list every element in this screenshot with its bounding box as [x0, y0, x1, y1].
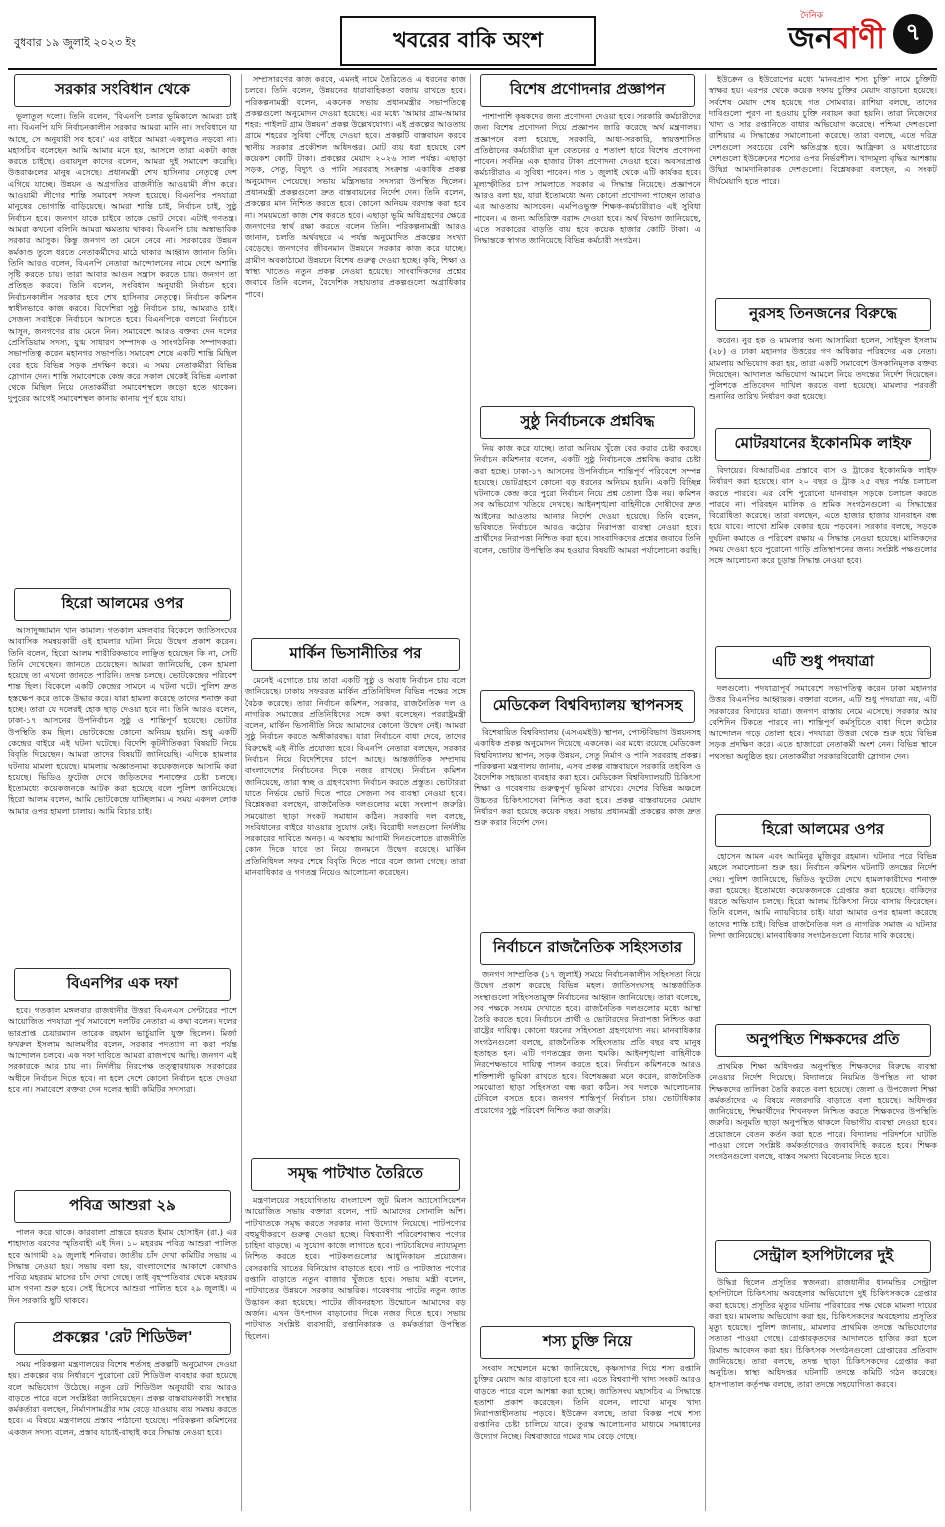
article-a20: [709, 1240, 937, 1507]
newspaper-logo: [788, 14, 885, 65]
article-body: দলগুলো। পদযাত্রাপূর্ব সমাবেশে সভাপতিত্ব করেন ঢাকা মহানগর উত্তর বিএনপির আহ্বায়ক। বক্তারা বলেন, এটি শুধু পদযাত্রা নয়, এটি সরকারের বিদায়ের যাত্রা। জনগণ রাস্তায় নেমে এসেছে। সরকার আর বেশিদিন টিকতে পারবে না। শান্তিপূর্ণ কর্মসূচিতে বাধা দিলে কঠোর আন্দোলন গড়ে তোলা হবে। পদযাত্রা উত্তরা থেকে শুরু হয়ে বিভিন্ন সড়ক প্রদক্ষিণ করে। এতে হাজারো নেতাকর্মী অংশ নেন। বিভিন্ন স্থানে পথসভা অনুষ্ঠিত হয়। নেতাকর্মীরা সরকারবিরোধী স্লোগান দেন।: [709, 683, 937, 761]
article-body: আসাদুজ্জামান খান কামাল। গতকাল মঙ্গলবার বিকেলে জাতিসংঘের আবাসিক সমন্বয়কারী ওই হামলার ঘটনা নিয়ে উদ্বেগ প্রকাশ করেন। তিনি বলেন, হিরো আলম শারীরিকভাবে লাঞ্ছিত হয়েছেন কি না, সেটি তিনি দেখেছেন। জানতে চেয়েছেন। আমরা জানিয়েছি, কেন হামলা হয়েছে তা এখনো জানতে পারিনি। তদন্ত চলছে। ভোটকেন্দ্রের পরিবেশ শান্ত ছিল। বিকেলে একটি কেন্দ্রের সামনে এ ঘটনা ঘটে। পুলিশ দ্রুত হস্তক্ষেপ করে তাকে উদ্ধার করে। যারা হামলা করেছে তাদের শনাক্ত করা হচ্ছে। তারা যে দলেরই হোক ছাড় দেওয়া হবে না। তিনি আরও বলেন, ঢাকা-১৭ আসনের উপনির্বাচন সুষ্ঠু ও শান্তিপূর্ণ হয়েছে। ভোটার উপস্থিতি কম ছিল। ভোটকেন্দ্রে কোনো অনিয়ম হয়নি। শুধু একটি কেন্দ্রের বাইরে এই ঘটনা ঘটেছে। বিদেশি কূটনীতিকরা বিষয়টি নিয়ে বিবৃতি দিয়েছেন। আমরা তাদের বিষয়টি জানিয়েছি। এদিকে হামলার ঘটনায় মামলা হয়েছে। মামলায় অজ্ঞাতনামা কয়েকজনকে আসামি করা হয়েছে। ভিডিও ফুটেজ দেখে জড়িতদের শনাক্তের চেষ্টা চলছে। ইতোমধ্যে কয়েকজনকে আটক করা হয়েছে বলে পুলিশ জানিয়েছে। হিরো আলম বলেন, আমি ভোটকেন্দ্রে যাচ্ছিলাম। এ সময় একদল লোক আমার ওপর হামলা চালায়। আমি বিচার চাই।: [8, 625, 237, 816]
article-headline: সরকার সংবিধান থেকে: [14, 74, 231, 107]
article-headline: শস্য চুক্তি নিয়ে: [480, 1326, 695, 1359]
article-a5: [8, 1322, 237, 1507]
article-headline: অনুপস্থিত শিক্ষকদের প্রতি: [715, 1024, 931, 1057]
article-a12: [474, 932, 701, 1324]
article-headline: এটি শুধু পদযাত্রা: [715, 646, 931, 679]
column-divider: [470, 74, 471, 1511]
article-a8: [245, 1158, 466, 1507]
article-a4: [8, 1190, 237, 1320]
article-a9: [474, 74, 701, 404]
column-2: [245, 74, 466, 1511]
article-body: উদ্ধিগ্ন ছিলেন প্রসূতির স্বজনরা। রাজধানীর ধানমন্ডির সেন্ট্রাল হসপিটালে চিকিৎসায় অবহেলার অভিযোগে দুই চিকিৎসককে গ্রেপ্তার করা হয়েছে। প্রসূতির মৃত্যুর ঘটনায় পরিবারের পক্ষ থেকে মামলা দায়ের করা হয়। মামলায় অভিযোগ করা হয়, চিকিৎসকদের অবহেলায় প্রসূতির মৃত্যু হয়েছে। পুলিশ জানায়, মামলার প্রাথমিক তদন্তে অভিযোগের সত্যতা পাওয়া গেছে। গ্রেপ্তারকৃতদের আদালতে হাজির করা হলে রিমান্ড আবেদন করা হয়। চিকিৎসক সংগঠনগুলো গ্রেপ্তারের প্রতিবাদ জানিয়েছে। তারা বলছে, তদন্ত ছাড়া চিকিৎসকদের গ্রেপ্তার করা অনুচিত। স্বাস্থ্য অধিদপ্তর ঘটনাটি তদন্তে কমিটি গঠন করেছে। হাসপাতাল কর্তৃপক্ষ বলছে, তারা তদন্তে সহযোগিতা করবে।: [709, 1277, 937, 1389]
article-a18: [709, 814, 937, 1022]
article-headline: নির্বাচনে রাজনৈতিক সহিংসতার: [480, 932, 695, 965]
article-a7: [245, 638, 466, 1156]
article-headline: হিরো আলমের ওপর: [715, 814, 931, 847]
article-body: পাশাপাশি কৃষকদের জন্য প্রণোদনা দেওয়া হবে। সরকারি কর্মচারীদের জন্য বিশেষ প্রণোদনা দিয়ে প্রজ্ঞাপন জারি করেছে অর্থ মন্ত্রণালয়। প্রজ্ঞাপনে বলা হয়েছে, সরকারি, আধা-সরকারি, স্বায়ত্তশাসিত প্রতিষ্ঠানের কর্মচারীরা মূল বেতনের ৫ শতাংশ হারে বিশেষ প্রণোদনা পাবেন। সর্বনিম্ন এক হাজার টাকা প্রণোদনা দেওয়া হবে। অবসরপ্রাপ্ত কর্মচারীরাও এ সুবিধা পাবেন। গত ১ জুলাই থেকে এটি কার্যকর হবে। মূল্যস্ফীতির চাপ সামলাতে সরকার এ সিদ্ধান্ত নিয়েছে। প্রজ্ঞাপনে আরও বলা হয়, যারা ইতোমধ্যে অন্য কোনো প্রণোদনা পাচ্ছেন তারাও এর আওতায় আসবেন। এমপিওভুক্ত শিক্ষক-কর্মচারীরাও এই সুবিধা পাবেন। এ জন্য অতিরিক্ত বরাদ্দ দেওয়া হবে। অর্থ বিভাগ জানিয়েছে, এতে সরকারের বাড়তি ব্যয় হবে কয়েক হাজার কোটি টাকা। এ সিদ্ধান্তকে স্বাগত জানিয়েছে বিভিন্ন কর্মচারী সংগঠন।: [474, 111, 701, 246]
article-a15: [709, 298, 937, 426]
article-a3: [8, 968, 237, 1188]
article-a16: [709, 428, 937, 644]
brand-part1: জন: [788, 21, 833, 56]
masthead: [0, 0, 945, 70]
article-body: ইউক্রেন ও ইউরোপের মধ্যে 'মানবপ্রাণ শস্য চুক্তি' নামে চুক্তিটি স্বাক্ষর হয়। এরপর থেকে কয়েক দফায় চুক্তির মেয়াদ বাড়ানো হয়েছে। সর্বশেষ মেয়াদ শেষ হয়েছে গত সোমবার। রাশিয়া বলছে, তাদের দাবিগুলো পূরণ না হওয়ায় চুক্তি নবায়ন করা হয়নি। তারা নিজেদের খাদ্য ও সার রপ্তানিতে বাধার অভিযোগ করেছে। পশ্চিমা দেশগুলো রাশিয়ার এ সিদ্ধান্তের সমালোচনা করেছে। তারা বলছে, এতে দরিদ্র দেশগুলো সবচেয়ে বেশি ক্ষতিগ্রস্ত হবে। আফ্রিকা ও মধ্যপ্রাচ্যের দেশগুলো ইউক্রেনের শস্যের ওপর নির্ভরশীল। খাদ্যমূল্য বৃদ্ধির আশঙ্কায় উদ্বিগ্ন আমদানিকারক দেশগুলো। বিশ্লেষকরা বলছেন, এ সংকট দীর্ঘমেয়াদি হতে পারে।: [709, 74, 937, 186]
column-3: [474, 74, 701, 1511]
article-headline: প্রকল্পের 'রেট শিডিউল': [14, 1322, 231, 1355]
article-headline: মেডিকেল বিশ্ববিদ্যালয় স্থাপনসহ: [480, 690, 695, 723]
article-a17: [709, 646, 937, 812]
article-body: সংবাদ সম্মেলনে মস্কো জানিয়েছে, কৃষ্ণসাগর দিয়ে শস্য রপ্তানি চুক্তির মেয়াদ আর বাড়ানো হবে না। এতে বিশ্বব্যাপী খাদ্য সংকট আরও বাড়তে পারে বলে আশঙ্কা করা হচ্ছে। জাতিসংঘ মহাসচিব এ সিদ্ধান্তে হতাশা প্রকাশ করেছেন। তিনি বলেন, লাখো মানুষ খাদ্য নিরাপত্তাহীনতায় পড়বে। ইউক্রেন বলছে, তারা বিকল্প পথে শস্য রপ্তানির চেষ্টা চালিয়ে যাবে। তুরস্ক আলোচনার মাধ্যমে সমাধানের উদ্যোগ নিচ্ছে। বিশ্ববাজারে গমের দাম বেড়ে গেছে।: [474, 1363, 701, 1441]
article-body: হোসেন আমন এবং আমিনুর মুজিবুর রহমান। ঘটনার পরে বিভিন্ন মহলে সমালোচনা শুরু হয়। নির্বাচন কমিশন ঘটনাটি তদন্তের নির্দেশ দেয়। পুলিশ জানিয়েছে, ভিডিও ফুটেজ দেখে হামলাকারীদের শনাক্ত করা হয়েছে। ইতোমধ্যে কয়েকজনকে গ্রেপ্তার করা হয়েছে। বাকিদের ধরতে অভিযান চলছে। হিরো আলম চিকিৎসা নিয়ে বাসায় ফিরেছেন। তিনি বলেন, আমি ন্যায়বিচার চাই। যারা আমার ওপর হামলা করেছে তাদের শাস্তি চাই। বিভিন্ন রাজনৈতিক দল ও নাগরিক সমাজ এ ঘটনার নিন্দা জানিয়েছে। মানবাধিকার সংগঠনগুলো বিচার দাবি করেছে।: [709, 851, 937, 941]
article-body: করেন। নুর হক ও মামলার অন্য আসামিরা হলেন, সাইফুল ইসলাম (২৮) ও ঢাকা মহানগর উত্তরের গণ অধিকার পরিষদের এক নেতা। মামলায় অভিযোগ করা হয়, তারা একটি সমাবেশে উসকানিমূলক বক্তব্য দিয়েছেন। আদালত অভিযোগ আমলে নিয়ে তদন্তের নির্দেশ দিয়েছেন। পুলিশকে প্রতিবেদন দাখিল করতে বলা হয়েছে। মামলার পরবর্তী শুনানির তারিখ নির্ধারণ করা হয়েছে।: [709, 335, 937, 402]
page-number: ৭: [893, 14, 933, 54]
article-body: মন্ত্রণালয়ের সহযোগিতায় বাংলাদেশ জুট মিলস অ্যাসোসিয়েশন আয়োজিত সভায় বক্তারা বলেন, পাট আমাদের সোনালি আঁশ। পাটখাতকে সমৃদ্ধ করতে সরকার নানা উদ্যোগ নিয়েছে। পাটপণ্যের বহুমুখীকরণে গুরুত্ব দেওয়া হচ্ছে। বিশ্বব্যাপী পরিবেশবান্ধব পণ্যের চাহিদা বাড়ছে। এ সুযোগ কাজে লাগাতে হবে। পাটচাষিদের ন্যায্যমূল্য নিশ্চিত করতে হবে। পাটকলগুলোর আধুনিকায়ন প্রয়োজন। বেসরকারি খাতের বিনিয়োগ বাড়াতে হবে। পাট ও পাটজাত পণ্যের রপ্তানি বাড়াতে নতুন বাজার খুঁজতে হবে। সভায় মন্ত্রী বলেন, পাটখাতের উন্নয়নে সরকার আন্তরিক। গবেষণায় পাটের নতুন জাত উদ্ভাবন করা হয়েছে। পাটের জীবনরহস্য উন্মোচন আমাদের বড় অর্জন। এখন উৎপাদন বাড়ানোর দিকে নজর দিতে হবে। সভায় পাটখাত সংশ্লিষ্ট ব্যবসায়ী, রপ্তানিকারক ও কর্মকর্তারা উপস্থিত ছিলেন।: [245, 1195, 466, 1341]
column-divider: [241, 74, 242, 1511]
article-headline: বিএনপির এক দফা: [14, 968, 231, 1001]
article-body: পালন করে থাকে। কারবালা প্রান্তরে হযরত ইমাম হোসাইন (রা.) এর শাহাদাত বরণের স্মৃতিবাহী এই দিন। ১০ মহররম পবিত্র আশুরা পালিত হবে আগামী ২৯ জুলাই শনিবার। জাতীয় চাঁদ দেখা কমিটির সভায় এ সিদ্ধান্ত নেওয়া হয়। সভায় বলা হয়, বাংলাদেশের আকাশে কোথাও পবিত্র মহররম মাসের চাঁদ দেখা গেছে। তাই বৃহস্পতিবার থেকে মহররম মাস গণনা শুরু হবে। সেই হিসেবে আশুরা পালিত হবে ২৯ জুলাই। এ দিন সরকারি ছুটি থাকবে।: [8, 1227, 237, 1305]
masthead-rule: [8, 68, 937, 70]
article-body: হবে। গতকাল মঙ্গলবার রাজধানীর উত্তরা বিএনএস সেন্টারের পাশে আয়োজিত পদযাত্রা পূর্ব সমাবেশে দলটির নেতারা এ কথা বলেন। দলের ভারপ্রাপ্ত চেয়ারম্যান তারেক রহমান ভার্চুয়ালি যুক্ত ছিলেন। মির্জা ফখরুল ইসলাম আলমগীর বলেন, সরকার পদত্যাগ না করা পর্যন্ত আন্দোলন চলবে। এক দফা দাবিতে আমরা রাজপথে আছি। জনগণ এই সরকারকে আর চায় না। নির্দলীয় নিরপেক্ষ তত্ত্বাবধায়ক সরকারের অধীনে নির্বাচন দিতে হবে। না হলে দেশে কোনো নির্বাচন হতে দেওয়া হবে না। সমাবেশে বক্তব্য দেন দলের স্থায়ী কমিটির সদস্যরা।: [8, 1005, 237, 1095]
column-divider: [705, 74, 706, 1511]
article-body: ভূলাতুল দলো। তিনি বলেন, 'বিএনপি চলার ভূমিকালে আমরা চাই না। বিএনপি যদি নির্বাচনকালীন সরকার আমরা মানি না। সংবিধানে যা আছে, সে অনুযায়ী সব হবে।' এর বাইরে আমরা একচুলও নড়বো না। মহাসচিব বলেছেন আমি আমার মনে হয়, আসলে তারা একটা কাজ করতে চাইছে। ওবায়দুল কাদের বলেন, আমরা দুই সমাবেশ করেছি। উত্তরাঞ্চলের মানুষ এসেছে। প্রধানমন্ত্রী শেখ হাসিনার নেতৃত্বে দেশ এগিয়ে যাচ্ছে। উন্নয়ন ও অগ্রগতির রাজনীতি আওয়ামী লীগ করে। আওয়ামী লীগের শান্তি সমাবেশ সফল হয়েছে। বিএনপির পদযাত্রা মানুষের ভোগান্তি বাড়িয়েছে। আমরা শান্তি চাই, নির্বাচন চাই, সুষ্ঠু নির্বাচন হবে। জনগণ যাকে চাইবে তাকে ভোট দেবে। এটাই গণতন্ত্র। আমরা কখনো বলিনি আমরা ক্ষমতায় থাকব। বিএনপি চায় অস্বাভাবিক সরকার আসুক। কিন্তু জনগণ তা মেনে নেবে না। সরকারের উন্নয়ন কর্মকাণ্ড তুলে ধরতে নেতাকর্মীদের মাঠে থাকার আহ্বান জানান তিনি। তিনি আরও বলেন, বিএনপি নেতারা আন্দোলনের নামে দেশে অশান্তি সৃষ্টি করতে চায়। তারা আবার আগুন সন্ত্রাস করতে চায়। জনগণ তা প্রতিহত করবে। তিনি বলেন, সংবিধান অনুযায়ী নির্বাচন হবে। নির্বাচনকালীন সরকার হবে শেখ হাসিনার নেতৃত্বে। নির্বাচন কমিশন স্বাধীনভাবে কাজ করবে। বিদেশিরা সুষ্ঠু নির্বাচন চায়, আমরাও চাই। সেজন্য সবাইকে নির্বাচনে আসতে হবে। বিএনপিকে বলবো নির্বাচনে আসুন, জনগণের রায় মেনে নিন। সমাবেশে আরও বক্তব্য দেন দলের প্রেসিডিয়াম সদস্য, যুগ্ম সাধারণ সম্পাদক ও সাংগঠনিক সম্পাদকরা। সভাপতিত্ব করেন মহানগর সভাপতি। সমাবেশ শেষে একটি শান্তি মিছিল বের হয়ে বিভিন্ন সড়ক প্রদক্ষিণ করে। এ সময় নেতাকর্মীরা বিভিন্ন স্লোগান দেন। শান্তি সমাবেশকে কেন্দ্র করে সকাল থেকেই বিভিন্ন এলাকা থেকে মিছিল নিয়ে নেতাকর্মীরা সমাবেশস্থলে জড়ো হতে থাকেন। দুপুরের আগেই সমাবেশস্থল কানায় কানায় পূর্ণ হয়ে যায়।: [8, 111, 237, 404]
column-1: [8, 74, 237, 1511]
article-body: সময় পরিকল্পনা মন্ত্রণালয়ের বিশেষ শর্তসহ প্রকল্পটি অনুমোদন দেওয়া হয়। প্রকল্পের ব্যয় নির্ধারণে পুরোনো রেট শিডিউল ব্যবহার করা হয়েছে বলে অভিযোগ উঠেছে। নতুন রেট শিডিউল অনুযায়ী ব্যয় আরও বাড়তে পারে বলে সংশ্লিষ্টরা জানিয়েছেন। প্রকল্প বাস্তবায়নকারী সংস্থার কর্মকর্তারা বলছেন, নির্মাণসামগ্রীর দাম বেড়ে যাওয়ায় ব্যয় সমন্বয় করতে হবে। এ বিষয়ে মন্ত্রণালয়ে প্রস্তাব পাঠানো হয়েছে। পরিকল্পনা কমিশনের একজন সদস্য বলেন, প্রস্তাব যাচাই-বাছাই করে সিদ্ধান্ত নেওয়া হবে।: [8, 1359, 237, 1437]
section-title: খবরের বাকি অংশ: [340, 16, 596, 66]
article-a13: [474, 1326, 701, 1507]
article-a14: [709, 74, 937, 296]
article-a10: [474, 406, 701, 688]
article-body: বিদায়ের। বিআরটিএর প্রস্তাবে বাস ও ট্রাকের ইকোনমিক লাইফ নির্ধারণ করা হয়েছে। বাস ২০ বছর ও ট্রাক ২৫ বছর পর্যন্ত চলাচল করতে পারবে। এর বেশি পুরোনো যানবাহন সড়কে চলাচল করতে পারবে না। পরিবহন মালিক ও শ্রমিক সংগঠনগুলো এ সিদ্ধান্তের বিরোধিতা করেছে। তারা বলছেন, এতে হাজার হাজার যানবাহন বন্ধ হয়ে যাবে। লাখো শ্রমিক বেকার হয়ে পড়বেন। সরকার বলছে, সড়কে দুর্ঘটনা কমাতে ও পরিবেশ রক্ষায় এ সিদ্ধান্ত নেওয়া হয়েছে। মালিকদের সময় দেওয়া হবে পুরোনো গাড়ি প্রতিস্থাপনের জন্য। সংশ্লিষ্ট পক্ষগুলোর সঙ্গে আলোচনা করে চূড়ান্ত সিদ্ধান্ত নেওয়া হবে।: [709, 465, 937, 566]
article-body: নিয় কাজ করে যাচ্ছে। তারা অনিয়ম খুঁজে বের করার চেষ্টা করছে। নির্বাচন কমিশনার বলেন, একটি সুষ্ঠু নির্বাচনকে প্রশ্নবিদ্ধ করার চেষ্টা করা হচ্ছে। ঢাকা-১৭ আসনের উপনির্বাচন শান্তিপূর্ণ পরিবেশে সম্পন্ন হয়েছে। ভোটগ্রহণে কোনো বড় ধরনের অনিয়ম হয়নি। একটি বিচ্ছিন্ন ঘটনাকে কেন্দ্র করে পুরো নির্বাচন নিয়ে প্রশ্ন তোলা ঠিক নয়। কমিশন সব অভিযোগ খতিয়ে দেখছে। আইনশৃঙ্খলা বাহিনীকে দোষীদের দ্রুত আইনের আওতায় আনার নির্দেশ দেওয়া হয়েছে। তিনি বলেন, ভবিষ্যতে নির্বাচনে আরও কঠোর নিরাপত্তা ব্যবস্থা নেওয়া হবে। প্রার্থীদের নিরাপত্তা নিশ্চিত করা হবে। সাংবাদিকদের প্রশ্নের জবাবে তিনি বলেন, ভোটার উপস্থিতি কম হওয়ার বিষয়টি আমরা পর্যালোচনা করছি।: [474, 443, 701, 555]
article-a11: [474, 690, 701, 930]
article-body: বিশেষায়িত বিশ্ববিদ্যালয় (এসএমইউ) স্থাপন, পোস্টবিভাগ উন্নয়নসহ একাধিক প্রকল্প অনুমোদন দিয়েছে একনেক। এর মধ্যে রয়েছে মেডিকেল বিশ্ববিদ্যালয় স্থাপন, সড়ক উন্নয়ন, সেতু নির্মাণ ও পানি সরবরাহ প্রকল্প। পরিকল্পনা মন্ত্রণালয় জানায়, এসব প্রকল্প বাস্তবায়নে সরকারি তহবিল ও বৈদেশিক সহায়তা ব্যবহার করা হবে। মেডিকেল বিশ্ববিদ্যালয়টি চিকিৎসা শিক্ষা ও গবেষণায় গুরুত্বপূর্ণ ভূমিকা রাখবে। দেশের বিভিন্ন অঞ্চলে উচ্চতর চিকিৎসাসেবা নিশ্চিত করা হবে। প্রকল্প বাস্তবায়নের মেয়াদ নির্ধারণ করা হয়েছে কয়েক বছর। সভায় প্রধানমন্ত্রী প্রকল্পের কাজ দ্রুত শুরু করার নির্দেশ দেন।: [474, 727, 701, 828]
article-body: জনগণ সাম্প্রতিক (১৭ জুলাই) সময়ে নির্বাচনকালীন সহিংসতা নিয়ে উদ্বেগ প্রকাশ করেছে বিভিন্ন মহল। জাতিসংঘসহ আন্তর্জাতিক সংস্থাগুলো সহিংসতামুক্ত নির্বাচনের আহ্বান জানিয়েছে। তারা বলেছে, সব পক্ষকে সংযম দেখাতে হবে। রাজনৈতিক দলগুলোর মধ্যে আস্থা তৈরি করতে হবে। নির্বাচনে প্রার্থী ও ভোটারদের নিরাপত্তা নিশ্চিত করা রাষ্ট্রের দায়িত্ব। কোনো ধরনের সহিংসতা গ্রহণযোগ্য নয়। মানবাধিকার সংগঠনগুলো বলছে, রাজনৈতিক সহিংসতায় প্রতি বছর বহু মানুষ হতাহত হন। এটি গণতন্ত্রের জন্য হুমকি। আইনশৃঙ্খলা বাহিনীকে নিরপেক্ষভাবে দায়িত্ব পালন করতে হবে। নির্বাচন কমিশনকে আরও শক্তিশালী ভূমিকা রাখতে হবে। বিশেষজ্ঞরা মনে করেন, রাজনৈতিক সমঝোতা ছাড়া সহিংসতা বন্ধ করা কঠিন। সব দলকে আলোচনার টেবিলে বসতে হবে। জনগণ শান্তিপূর্ণ নির্বাচন চায়। ভোটাধিকার প্রয়োগের সুষ্ঠু পরিবেশ নিশ্চিত করা জরুরি।: [474, 969, 701, 1115]
article-headline: বিশেষ প্রণোদনার প্রজ্ঞাপন: [480, 74, 695, 107]
article-headline: পবিত্র আশুরা ২৯: [14, 1190, 231, 1223]
article-a1: [8, 74, 237, 586]
article-headline: সেন্ট্রাল হসপিটালের দুই: [715, 1240, 931, 1273]
article-a19: [709, 1024, 937, 1238]
article-body: সম্প্রসারণের কাজ করবে, এমনই নামে তৈরিতেও এ ধরনের কাজ চলবে। তিনি বলেন, উন্নয়নের ধারাবাহিকতা বজায় রাখতে হবে। পরিকল্পনামন্ত্রী বলেন, একনেক সভায় প্রধানমন্ত্রীর সভাপতিত্বে প্রকল্পগুলো অনুমোদন দেওয়া হয়েছে। এর মধ্যে 'আমার গ্রাম-আমার শহর: পাইলট গ্রাম উন্নয়ন' প্রকল্প উল্লেখযোগ্য। এই প্রকল্পের আওতায় গ্রামে শহরের সুবিধা পৌঁছে দেওয়া হবে। প্রকল্পটি বাস্তবায়ন করবে স্থানীয় সরকার প্রকৌশল অধিদপ্তর। মোট ব্যয় ধরা হয়েছে বেশ কয়েকশ কোটি টাকা। প্রকল্পের মেয়াদ ২০২৬ সাল পর্যন্ত। এছাড়া সড়ক, সেতু, বিদ্যুৎ ও পানি সরবরাহ সংক্রান্ত একাধিক প্রকল্প অনুমোদন পেয়েছে। সভায় মন্ত্রিসভার সদস্যরা উপস্থিত ছিলেন। প্রধানমন্ত্রী প্রকল্পগুলো দ্রুত বাস্তবায়নের নির্দেশ দেন। তিনি বলেন, প্রকল্পের মান নিশ্চিত করতে হবে। কোনো অনিয়ম বরদাস্ত করা হবে না। সময়মতো কাজ শেষ করতে হবে। এছাড়া ভূমি অধিগ্রহণের ক্ষেত্রে জনগণের স্বার্থ রক্ষা করতে বলেন তিনি। পরিকল্পনামন্ত্রী আরও জানান, চলতি অর্থবছরে এ পর্যন্ত অনুমোদিত প্রকল্পের সংখ্যা বেড়েছে। জনগণের জীবনমান উন্নয়নে সরকার কাজ করে যাচ্ছে। গ্রামীণ অবকাঠামো উন্নয়নে বিশেষ গুরুত্ব দেওয়া হচ্ছে। কৃষি, শিক্ষা ও স্বাস্থ্য খাতেও নতুন প্রকল্প নেওয়া হয়েছে। সাংবাদিকদের প্রশ্নের জবাবে তিনি বলেন, বৈদেশিক সহায়তার প্রকল্পগুলো অগ্রাধিকার পাবে।: [245, 74, 466, 299]
article-a2: [8, 588, 237, 966]
issue-date: বুধবার ১৯ জুলাই ২০২৩ ইং: [14, 36, 136, 49]
article-headline: মার্কিন ভিসানীতির পর: [251, 638, 460, 671]
article-headline: সুষ্ঠু নির্বাচনকে প্রশ্নবিদ্ধ: [480, 406, 695, 439]
article-headline: হিরো আলমের ওপর: [14, 588, 231, 621]
column-4: [709, 74, 937, 1511]
article-headline: নুরসহ তিনজনের বিরুদ্ধে: [715, 298, 931, 331]
brand-part2: বাণী: [832, 21, 885, 56]
brand-daily-label: দৈনিক: [800, 11, 823, 21]
article-body: প্রাথমিক শিক্ষা অধিদপ্তর অনুপস্থিত শিক্ষকদের বিরুদ্ধে ব্যবস্থা নেওয়ার নির্দেশ দিয়েছে। বিদ্যালয়ে নিয়মিত উপস্থিত না থাকা শিক্ষকদের তালিকা তৈরি করতে বলা হয়েছে। জেলা ও উপজেলা শিক্ষা কর্মকর্তাদের এ বিষয়ে নজরদারি বাড়াতে বলা হয়েছে। অধিদপ্তর জানিয়েছে, শিক্ষার্থীদের শিখনফল নিশ্চিত করতে শিক্ষকদের উপস্থিতি জরুরি। অনুমতি ছাড়া অনুপস্থিত থাকলে বিভাগীয় ব্যবস্থা নেওয়া হবে। প্রয়োজনে বেতন কর্তন করা হতে পারে। বিদ্যালয় পরিদর্শনে ঘাটতি পাওয়া গেলে সংশ্লিষ্ট কর্মকর্তাদেরও জবাবদিহি করতে হবে। শিক্ষক সংগঠনগুলো বলছে, বাস্তব সমস্যা বিবেচনায় নিতে হবে।: [709, 1061, 937, 1162]
article-a6: [245, 74, 466, 636]
article-headline: সমৃদ্ধ পাটখাত তৈরিতে: [251, 1158, 460, 1191]
article-body: মেনেই এগোতে চায় তারা একটি সুষ্ঠু ও অবাধ নির্বাচন চায় বলে জানিয়েছে। ঢাকায় সফররত মার্কিন প্রতিনিধিদল বিভিন্ন পক্ষের সঙ্গে বৈঠক করেছে। তারা নির্বাচন কমিশন, সরকার, রাজনৈতিক দল ও নাগরিক সমাজের প্রতিনিধিদের সঙ্গে কথা বলেছেন। পররাষ্ট্রমন্ত্রী বলেন, মার্কিন ভিসানীতি নিয়ে আমাদের কোনো উদ্বেগ নেই। আমরা সুষ্ঠু নির্বাচন করতে অঙ্গীকারবদ্ধ। যারা নির্বাচনে বাধা দেবে, তাদের বিরুদ্ধেই এই নীতি প্রযোজ্য হবে। বিএনপি নেতারা বলছেন, সরকার নির্বাচন নিয়ে বিদেশিদের চাপে আছে। আন্তর্জাতিক সম্প্রদায় বাংলাদেশের নির্বাচনের দিকে নজর রাখছে। নির্বাচন কমিশন জানিয়েছে, তারা স্বচ্ছ ও গ্রহণযোগ্য নির্বাচন করতে প্রস্তুত। ভোটাররা যাতে নির্ভয়ে ভোট দিতে পারে সেজন্য সব ব্যবস্থা নেওয়া হবে। বিশ্লেষকরা বলছেন, রাজনৈতিক দলগুলোর মধ্যে সংলাপ জরুরি। সমঝোতা ছাড়া সংকট সমাধান কঠিন। সরকারি দল বলছে, সংবিধানের বাইরে যাওয়ার সুযোগ নেই। বিরোধী দলগুলো নির্দলীয় সরকারের দাবিতে অনড়। এ অবস্থায় আগামী দিনগুলোতে রাজনীতি কোন দিকে যাবে তা নিয়ে জনমনে উদ্বেগ রয়েছে। মার্কিন প্রতিনিধিদল সফর শেষে বিবৃতি দিতে পারে বলে জানা গেছে। তারা মানবাধিকার ও গণতন্ত্র নিয়েও আলোচনা করেছেন।: [245, 675, 466, 878]
article-headline: মোটরযানের ইকোনমিক লাইফ: [715, 428, 931, 461]
